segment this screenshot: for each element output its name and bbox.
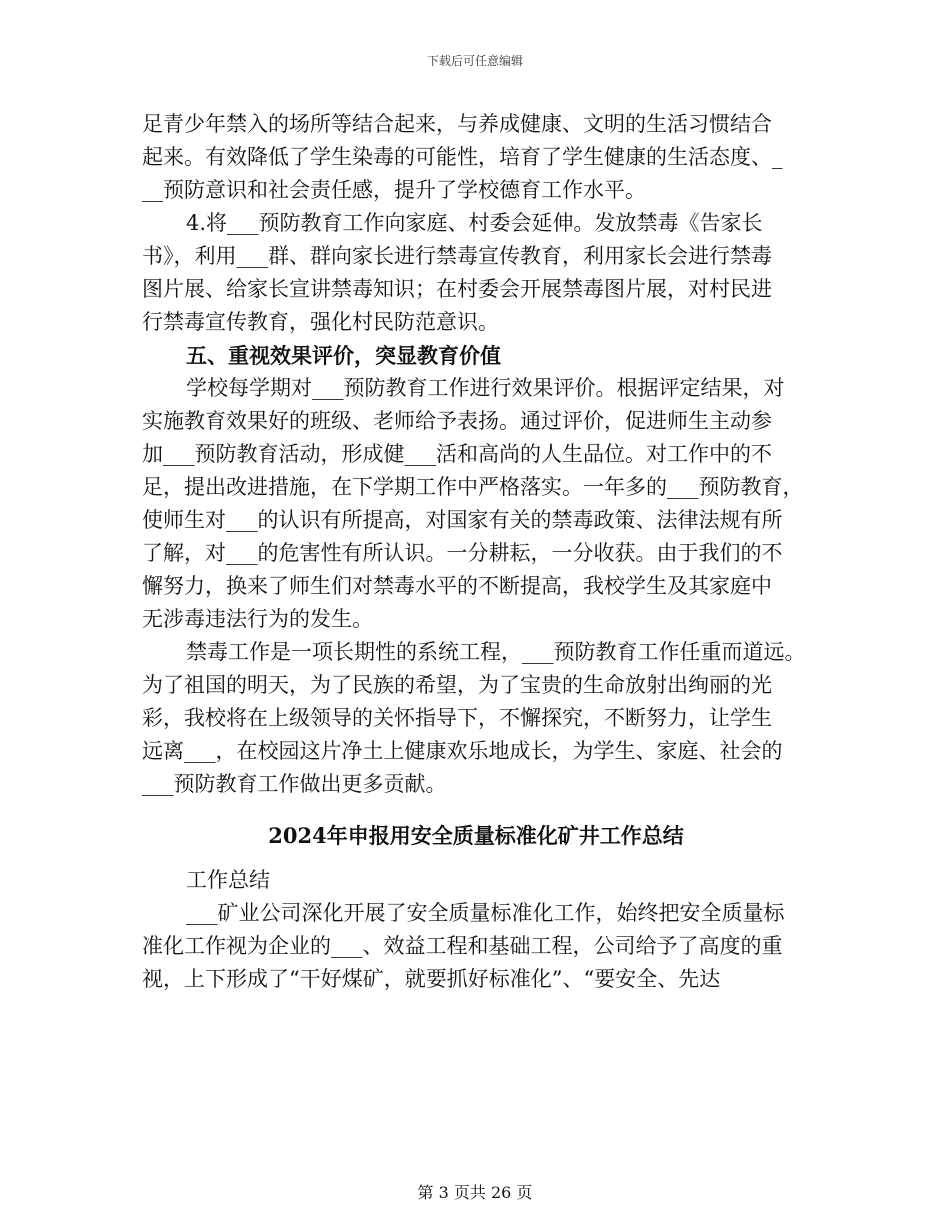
text-line: 起来。有效降低了学生染毒的可能性，培育了学生健康的生活态度、_: [142, 145, 783, 169]
text-line: 足青少年禁入的场所等结合起来，与养成健康、文明的生活习惯结合: [142, 112, 772, 136]
page-footer: 第 3 页共 26 页: [417, 1183, 533, 1202]
section-heading: 五、重视效果评价，突显教育价值: [186, 343, 501, 368]
text-line: ___矿业公司深化开展了安全质量标准化工作，始终把安全质量标: [186, 901, 785, 925]
text-line: 准化工作视为企业的___、效益工程和基础工程，公司给予了高度的重: [142, 934, 783, 958]
text-line: 4.将___预防教育工作向家庭、村委会延伸。发放禁毒《告家长: [186, 211, 763, 235]
text-line: 为了祖国的明天，为了民族的希望，为了宝贵的生命放射出绚丽的光: [142, 673, 772, 697]
text-line: 彩，我校将在上级领导的关怀指导下，不懈探究，不断努力，让学生: [142, 706, 772, 730]
text-line: 禁毒工作是一项长期性的系统工程，___预防教育工作任重而道远。: [186, 640, 806, 664]
text-line: 视，上下形成了“干好煤矿，就要抓好标准化”、“要安全、先达: [142, 967, 721, 991]
text-line: 使师生对___的认识有所提高，对国家有关的禁毒政策、法律法规有所: [142, 508, 783, 532]
text-line: __预防意识和社会责任感，提升了学校德育工作水平。: [142, 178, 646, 202]
section-lines-2: [142, 864, 810, 996]
text-line: 了解，对___的危害性有所认识。一分耕耘，一分收获。由于我们的不: [142, 541, 783, 565]
document-body: [142, 108, 810, 996]
text-line: 图片展、给家长宣讲禁毒知识；在村委会开展禁毒图片展，对村民进: [142, 277, 772, 301]
text-line: 加___预防教育活动，形成健___活和高尚的人生品位。对工作中的不: [142, 442, 772, 466]
text-line: 远离___，在校园这片净土上健康欢乐地成长，为学生、家庭、社会的: [142, 739, 783, 763]
section-lines: [142, 108, 810, 801]
text-line: 实施教育效果好的班级、老师给予表扬。通过评价，促进师生主动参: [142, 409, 772, 433]
text-line: 行禁毒宣传教育，强化村民防范意识。: [142, 310, 499, 334]
text-line: ___预防教育工作做出更多贡献。: [142, 772, 447, 796]
document-title: 2024年申报用安全质量标准化矿井工作总结: [268, 823, 684, 848]
text-line: 懈努力，换来了师生们对禁毒水平的不断提高，我校学生及其家庭中: [142, 574, 772, 598]
text-line: 无涉毒违法行为的发生。: [142, 607, 373, 631]
text-line: 足，提出改进措施，在下学期工作中严格落实。一年多的___预防教育，: [142, 475, 804, 499]
page-header: 下载后可任意编辑: [426, 54, 523, 68]
text-line: 书》，利用___群、群向家长进行禁毒宣传教育，利用家长会进行禁毒: [142, 244, 772, 268]
text-line: 学校每学期对___预防教育工作进行效果评价。根据评定结果，对: [186, 376, 785, 400]
text-line: 工作总结: [186, 868, 270, 892]
